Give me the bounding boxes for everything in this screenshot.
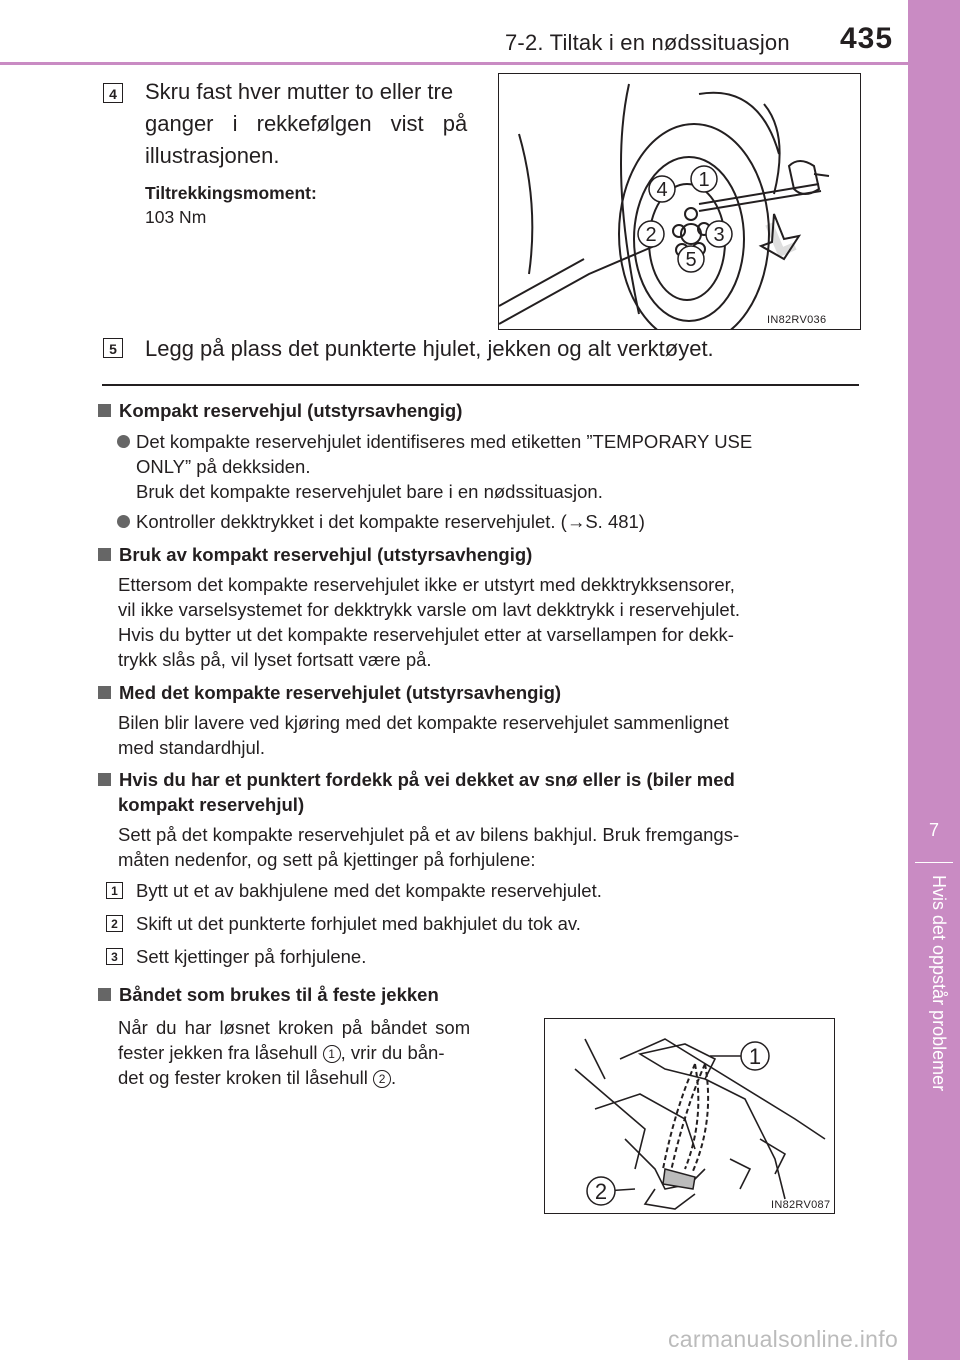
chapter-tab-divider [915, 862, 953, 863]
s2-line4: trykk slås på, vil lyset fortsatt være på. [118, 649, 432, 670]
square-bullet-icon [98, 988, 111, 1001]
chapter-title: Hvis det oppstår problemer [929, 875, 949, 1092]
s4-title: Hvis du har et punktert fordekk på vei dekket av snø eller is (biler med [98, 767, 735, 792]
substep-number-3: 3 [106, 948, 123, 965]
s4-line1: Sett på det kompakte reservehjulet på et av bilens bakhjul. Bruk fremgangs- [118, 824, 740, 845]
s3-line2: med standardhjul. [118, 737, 266, 758]
s3-line1: Bilen blir lavere ved kjøring med det kompakte reservehjulet sammenlignet [118, 712, 729, 733]
jack-strap-illustration [545, 1019, 834, 1213]
substep-number-2: 2 [106, 915, 123, 932]
hole-label-1: 1 [748, 1044, 762, 1069]
s2-title: Bruk av kompakt reservehjul (utstyrsavhengig) [98, 542, 532, 567]
s4-title-line2: kompakt reservehjul) [118, 794, 305, 815]
s1-b1-line3: Bruk det kompakte reservehjulet bare i en nødssituasjon. [136, 481, 603, 502]
section-title: 7-2. Tiltak i en nødssituasjon [505, 30, 790, 55]
bullet-icon [117, 515, 130, 528]
s2-line1: Ettersom det kompakte reservehjulet ikke er utstyrt med dekktrykksensorer, [118, 574, 735, 595]
s5-line3: det og fester kroken til låsehull 2 . [118, 1067, 397, 1088]
step5-text: Legg på plass det punkterte hjulet, jekken og alt verktøyet. [145, 336, 714, 361]
s1-b1-line2: ONLY” på dekksiden. [136, 456, 311, 477]
bullet-icon [117, 435, 130, 448]
s5-title: Båndet som brukes til å feste jekken [98, 982, 439, 1007]
s1-bullet1: Det kompakte reservehjulet identifiseres med etiketten ”TEMPORARY USE [117, 429, 752, 454]
torque-label: Tiltrekkingsmoment: [145, 183, 317, 203]
wheel-nut-order-figure [498, 73, 861, 330]
step4-line2: ganger i rekkefølgen vist på [145, 111, 468, 136]
s2-line3: Hvis du bytter ut det kompakte reservehjulet etter at varsellampen for dekk- [118, 624, 734, 645]
square-bullet-icon [98, 773, 111, 786]
nut-label-4: 4 [656, 179, 668, 201]
torque-value: 103 Nm [145, 207, 207, 227]
chapter-tab [908, 0, 960, 1360]
watermark: carmanualsonline.info [668, 1326, 899, 1352]
substep-number-1: 1 [106, 882, 123, 899]
s5-line1: Når du har løsnet kroken på båndet som [118, 1017, 471, 1038]
s4-line2: måten nedenfor, og sett på kjettinger på forhjulene: [118, 849, 536, 870]
step-number-5: 5 [103, 338, 123, 358]
ref-circle-1: 1 [323, 1045, 341, 1063]
header-rule [0, 62, 908, 65]
step-number-4: 4 [103, 83, 123, 103]
s1-bullet2: Kontroller dekktrykket i det kompakte reservehjulet. (→S. 481) [117, 509, 645, 534]
s5-line2: fester jekken fra låsehull 1 , vrir du bån- [118, 1042, 445, 1063]
step4-line1: Skru fast hver mutter to eller tre [145, 79, 454, 104]
hole-label-2: 2 [594, 1179, 608, 1204]
square-bullet-icon [98, 548, 111, 561]
square-bullet-icon [98, 686, 111, 699]
s2-line2: vil ikke varselsystemet for dekktrykk varsle om lavt dekktrykk i reservehjulet. [118, 599, 740, 620]
section-divider [102, 384, 859, 386]
square-bullet-icon [98, 404, 111, 417]
page-number: 435 [840, 22, 894, 55]
nut-label-1: 1 [698, 169, 710, 191]
figure1-code: IN82RV036 [767, 314, 827, 326]
substep-1-text: Bytt ut et av bakhjulene med det kompakte reservehjulet. [136, 880, 602, 901]
figure2-code: IN82RV087 [771, 1199, 831, 1211]
s3-title: Med det kompakte reservehjulet (utstyrsavhengig) [98, 680, 561, 705]
substep-3-text: Sett kjettinger på forhjulene. [136, 946, 367, 967]
jack-strap-figure [544, 1018, 835, 1214]
wheel-illustration [499, 74, 860, 329]
nut-label-2: 2 [645, 224, 657, 246]
substep-2-text: Skift ut det punkterte forhjulet med bakhjulet du tok av. [136, 913, 581, 934]
step4-line3: illustrasjonen. [145, 143, 280, 168]
s1-title: Kompakt reservehjul (utstyrsavhengig) [98, 398, 462, 423]
ref-circle-2: 2 [373, 1070, 391, 1088]
nut-label-3: 3 [713, 224, 725, 246]
chapter-number: 7 [928, 820, 939, 840]
nut-label-5: 5 [685, 249, 697, 271]
